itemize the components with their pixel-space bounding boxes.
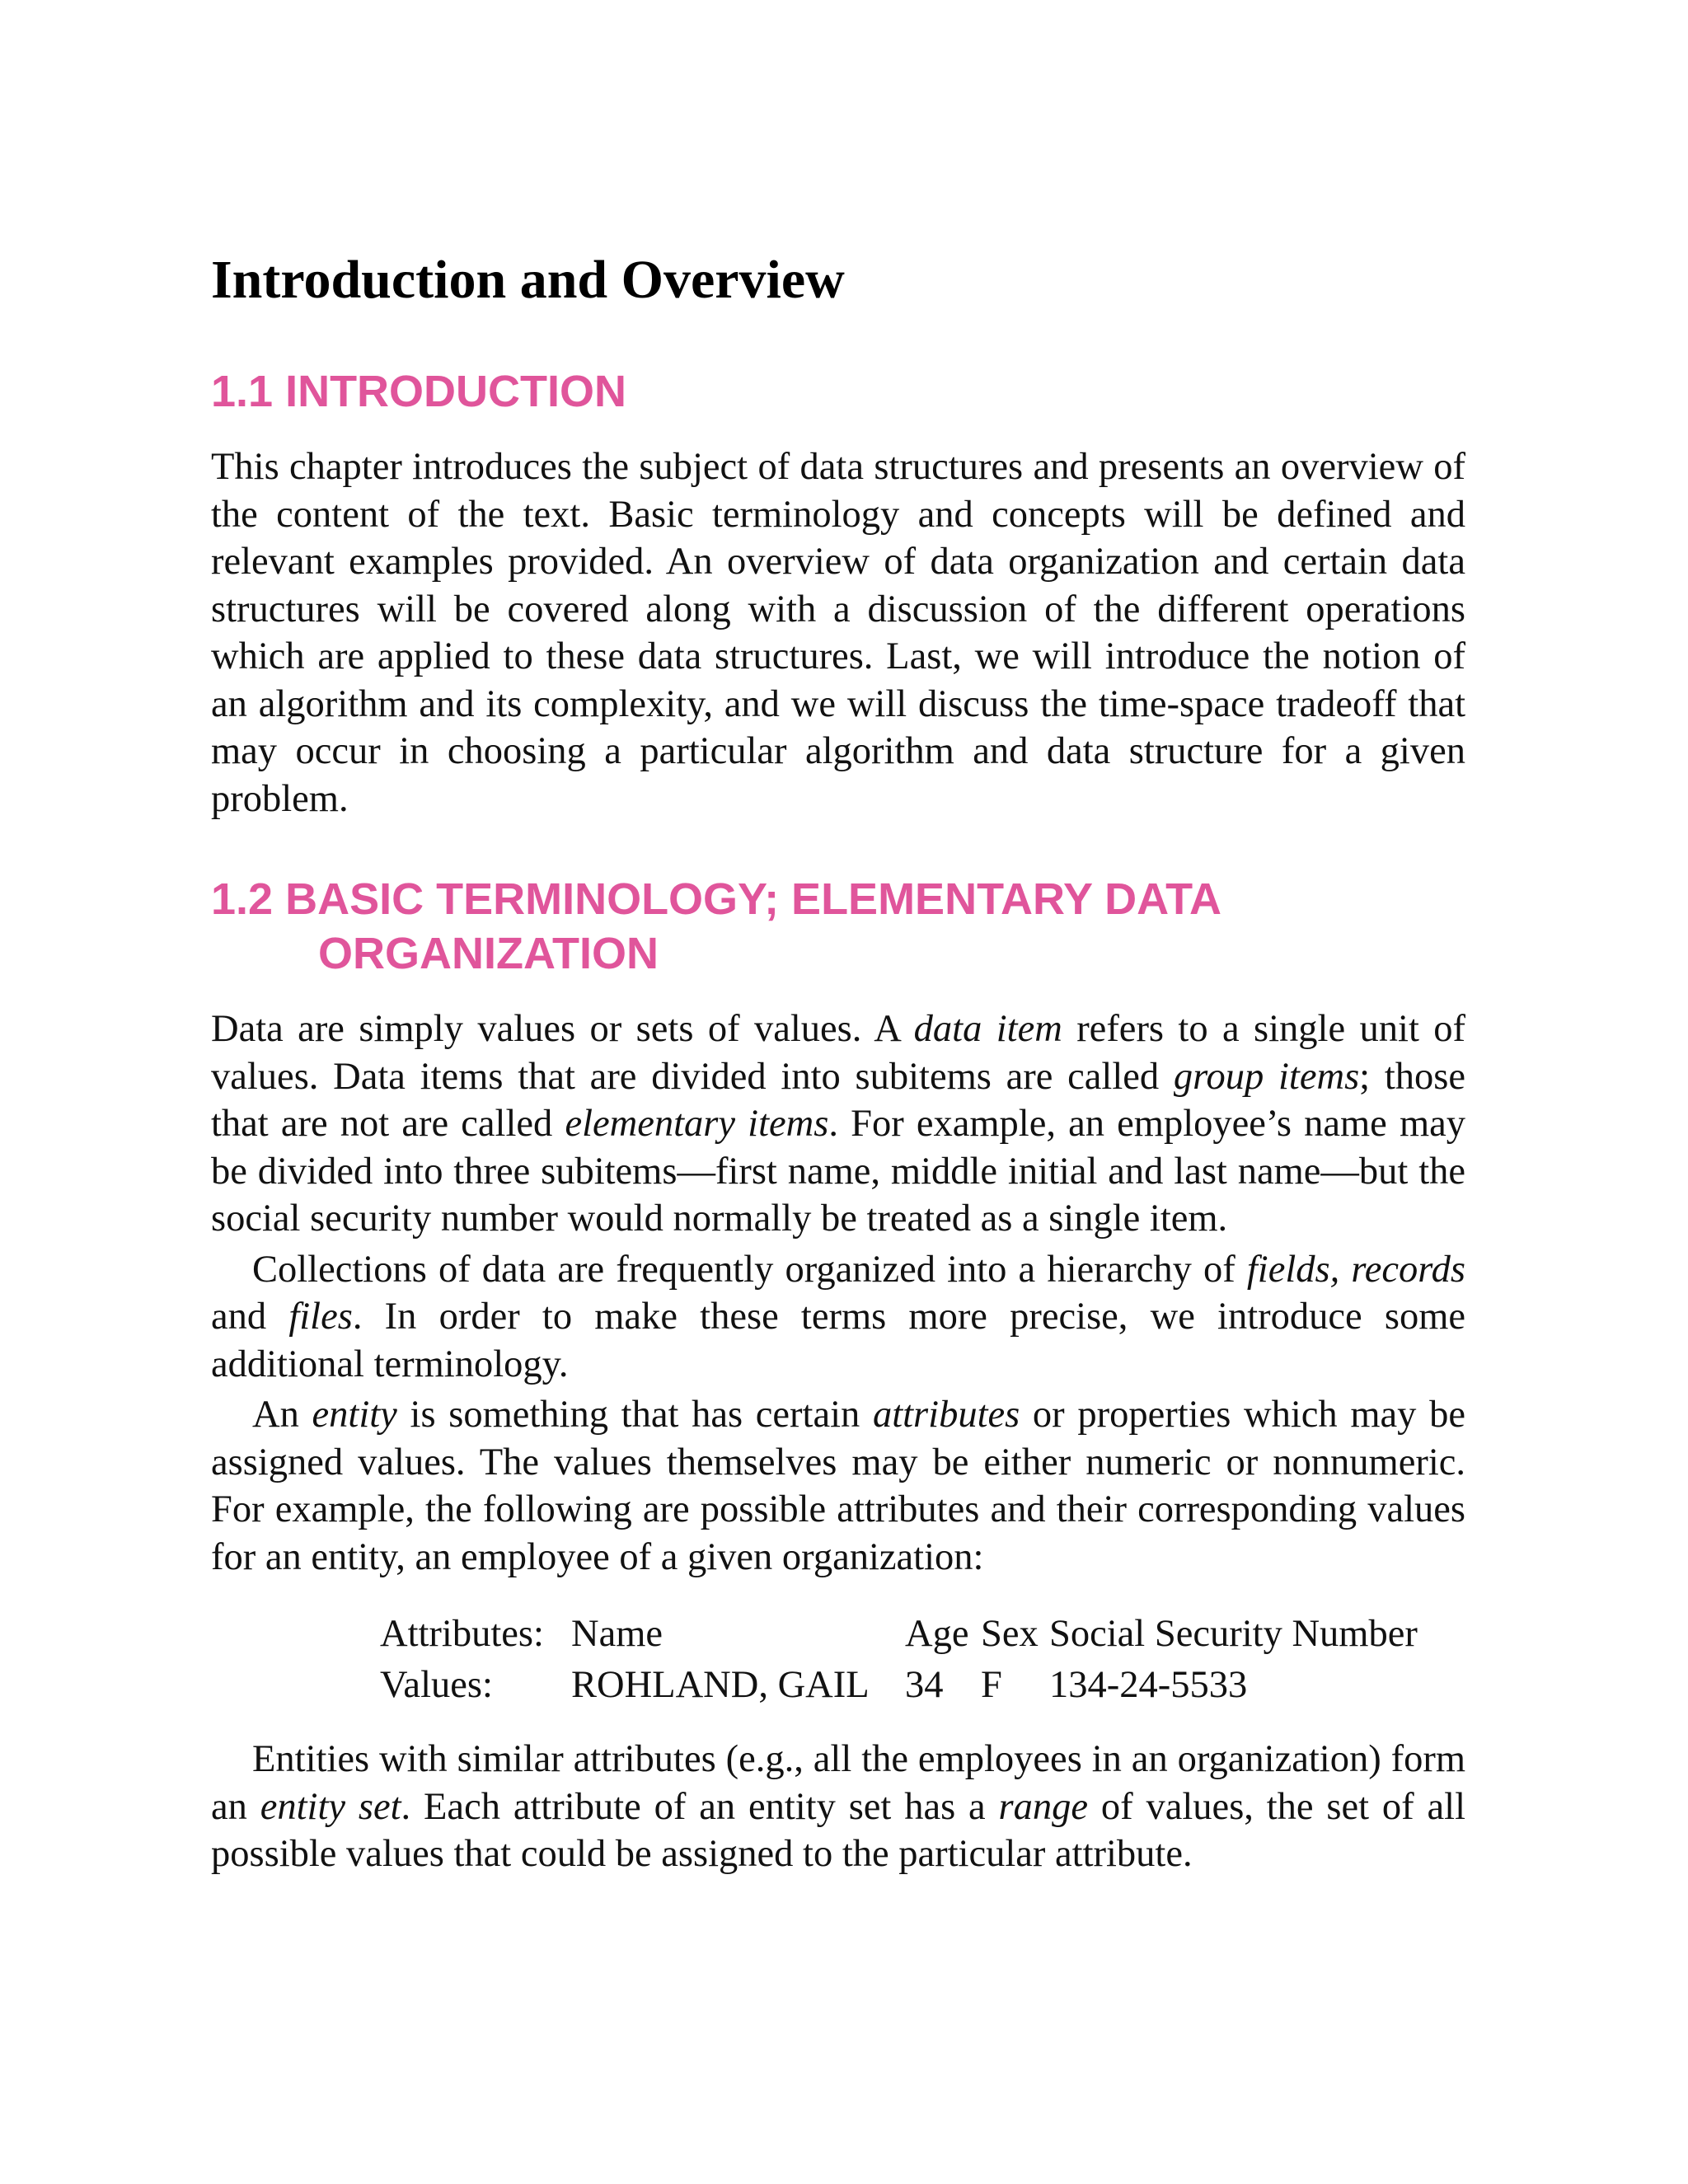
text-run: refers to a single unit of values. Data items that are divided into subitems are called [211, 1008, 1465, 1098]
intro-paragraph: This chapter introduces the subject of data structures and presents an overview of the content of the text. Basic terminology and concepts will be defined and relevant examples provided. An overview of data organization and certain data structures will be covered along with a discussion of the different operations which are applied to these data structures. Last, we will introduce the notion of an algorithm and its complexity, and we will discuss the time-space tradeoff that may occur in choosing a particular algorithm and data structure for a given problem. [211, 446, 1465, 820]
term-elementary-items: elementary items [565, 1103, 829, 1145]
column-header: Name [571, 1613, 663, 1655]
table-cell: F [981, 1664, 1002, 1706]
text-run: Entities with similar attributes (e.g., all the employees in an organization) form an [211, 1738, 1465, 1828]
term-range: range [998, 1785, 1089, 1828]
term-attributes: attributes [872, 1394, 1020, 1436]
table-row [380, 1609, 1418, 1660]
paragraph-data-items [211, 1005, 1465, 1243]
table-cell: 134-24-5533 [1049, 1664, 1248, 1706]
paragraph-entity-set [211, 1736, 1465, 1878]
text-run: Collections of data are frequently organized into a hierarchy of [252, 1248, 1247, 1291]
attributes-table [380, 1609, 1418, 1711]
text-run: . In order to make these terms more precise, we introduce some additional terminology. [211, 1296, 1466, 1385]
term-files: files [288, 1296, 353, 1338]
text-run: . Each attribute of an entity set has a [401, 1785, 999, 1828]
table-row [380, 1660, 1418, 1711]
table-cell: 34 [905, 1664, 944, 1706]
section-heading-1-2-line2: ORGANIZATION [318, 929, 659, 978]
column-header: Social Security Number [1049, 1613, 1418, 1655]
attributes-label: Attributes: [380, 1613, 544, 1655]
term-entity-set: entity set [260, 1785, 401, 1828]
chapter-title: Introduction and Overview [211, 250, 845, 310]
text-run: Data are simply values or sets of values. A [211, 1008, 914, 1050]
paragraph-entity [211, 1391, 1465, 1581]
table-cell: ROHLAND, GAIL [571, 1664, 870, 1706]
term-group-items: group items [1173, 1055, 1360, 1098]
term-fields: fields, [1246, 1248, 1340, 1291]
text-run: and [211, 1296, 289, 1338]
text-run: of values, the set of all possible values that could be assigned to the particular attribute. [211, 1785, 1466, 1875]
text-run [1339, 1249, 1351, 1291]
column-header: Age [905, 1613, 969, 1655]
document-page [211, 247, 1465, 1878]
term-records: records [1351, 1248, 1465, 1291]
term-data-item: data item [913, 1008, 1062, 1050]
values-label: Values: [380, 1664, 493, 1706]
paragraph-collections [211, 1246, 1465, 1389]
text-run: ; those that are not are called [211, 1055, 1465, 1145]
section-heading-1-1: 1.1 INTRODUCTION [211, 367, 627, 416]
text-run: . For example, an employee’s name may be divided into three subitems—first name, middle initial and last name—but the social security number would normally be treated as a single item. [211, 1103, 1465, 1240]
text-run: is something that has certain [396, 1394, 873, 1436]
column-header: Sex [981, 1613, 1039, 1655]
section-heading-1-2 [211, 872, 1465, 981]
text-run: or properties which may be assigned values. The values themselves may be either numeric or nonnumeric. For example, the following are possible attributes and their corresponding values for an entity, an employee of a given organization: [211, 1394, 1465, 1578]
section-heading-1-2-line1: 1.2 BASIC TERMINOLOGY; ELEMENTARY DATA [211, 874, 1222, 924]
term-entity: entity [312, 1394, 397, 1436]
text-run: An [252, 1394, 312, 1436]
